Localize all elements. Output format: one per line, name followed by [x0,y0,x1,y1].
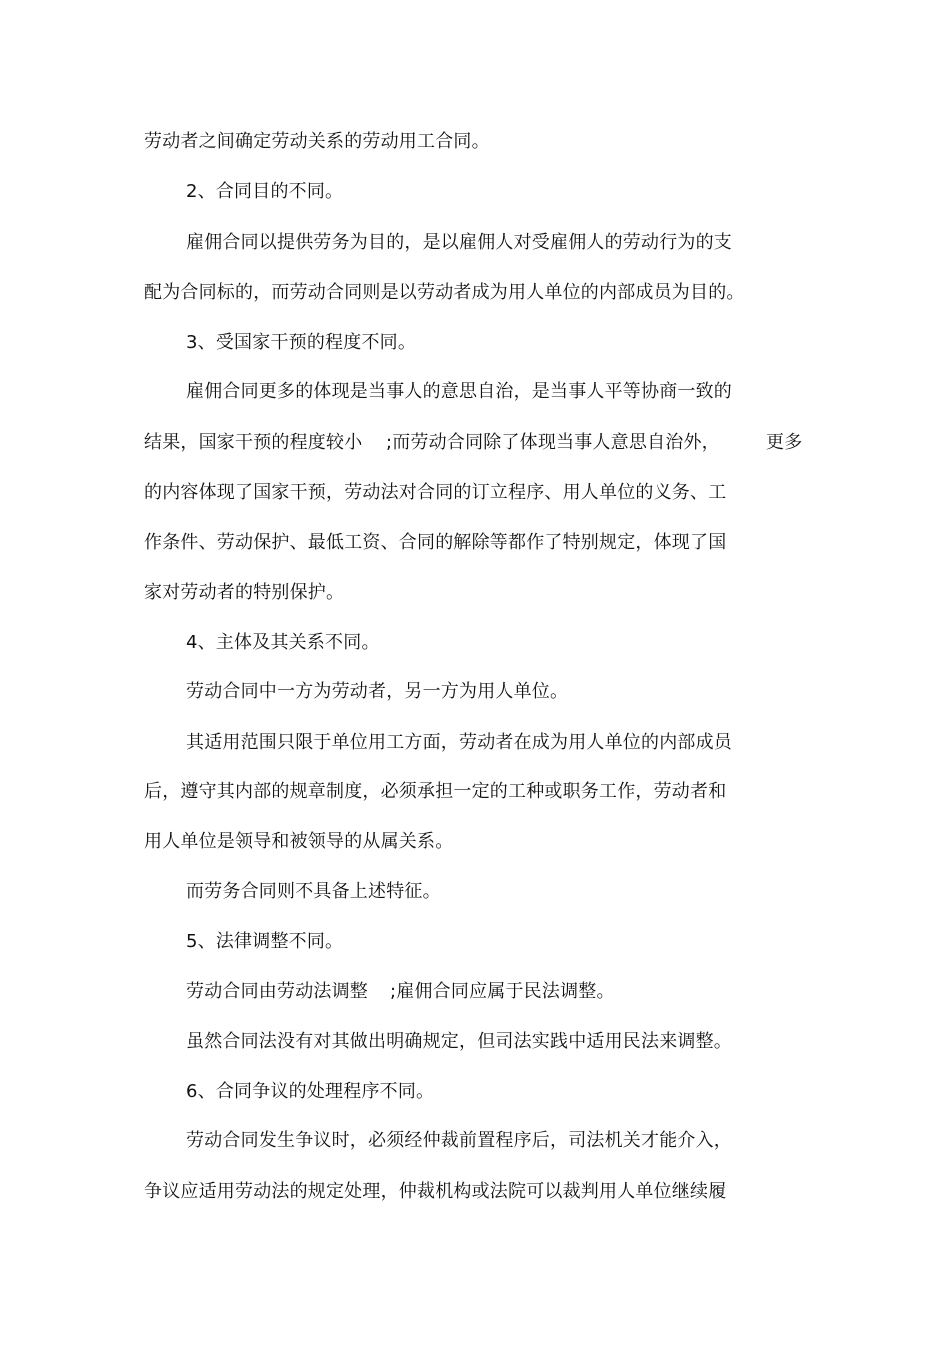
text-line: 后，遵守其内部的规章制度，必须承担一定的工种或职务工作，劳动者和 [144,781,727,802]
section-heading: 6、合同争议的处理程序不同。 [186,1081,435,1102]
text-line: 雇佣合同更多的体现是当事人的意思自治，是当事人平等协商一致的 [186,381,732,402]
text-line: 劳动合同由劳动法调整 [186,981,368,1002]
text-line: 劳动合同中一方为劳动者，另一方为用人单位。 [186,681,569,702]
text-line: 用人单位是领导和被领导的从属关系。 [144,831,454,852]
section-heading: 2、合同目的不同。 [186,181,344,202]
text-line: 而劳务合同则不具备上述特征。 [186,881,441,902]
text-line: 劳动合同发生争议时，必须经仲裁前置程序后，司法机关才能介入， [186,1130,732,1151]
text-line: 劳动者之间确定劳动关系的劳动用工合同。 [144,131,490,152]
text-line: 其适用范围只限于单位用工方面，劳动者在成为用人单位的内部成员 [186,732,732,753]
text-line: 争议应适用劳动法的规定处理，仲裁机构或法院可以裁判用人单位继续履 [144,1181,727,1202]
section-heading: 3、受国家干预的程度不同。 [186,332,417,353]
text-line: 家对劳动者的特别保护。 [144,582,345,603]
text-line: 虽然合同法没有对其做出明确规定，但司法实践中适用民法来调整。 [186,1031,732,1052]
text-line: 的内容体现了国家干预，劳动法对合同的订立程序、用人单位的义务、工 [144,482,727,503]
section-heading: 5、法律调整不同。 [186,931,344,952]
text-line: ;而劳动合同除了体现当事人意思自治外， [386,432,720,453]
text-line: 更多 [766,432,803,453]
text-line: 结果，国家干预的程度较小 [144,432,363,453]
text-line: 配为合同标的，而劳动合同则是以劳动者成为用人单位的内部成员为目的。 [144,282,745,303]
text-line: 雇佣合同以提供劳务为目的，是以雇佣人对受雇佣人的劳动行为的支 [186,232,732,253]
text-line: 作条件、劳动保护、最低工资、合同的解除等都作了特别规定，体现了国 [144,532,727,553]
section-heading: 4、主体及其关系不同。 [186,632,380,653]
text-line: ;雇佣合同应属于民法调整。 [390,981,615,1002]
